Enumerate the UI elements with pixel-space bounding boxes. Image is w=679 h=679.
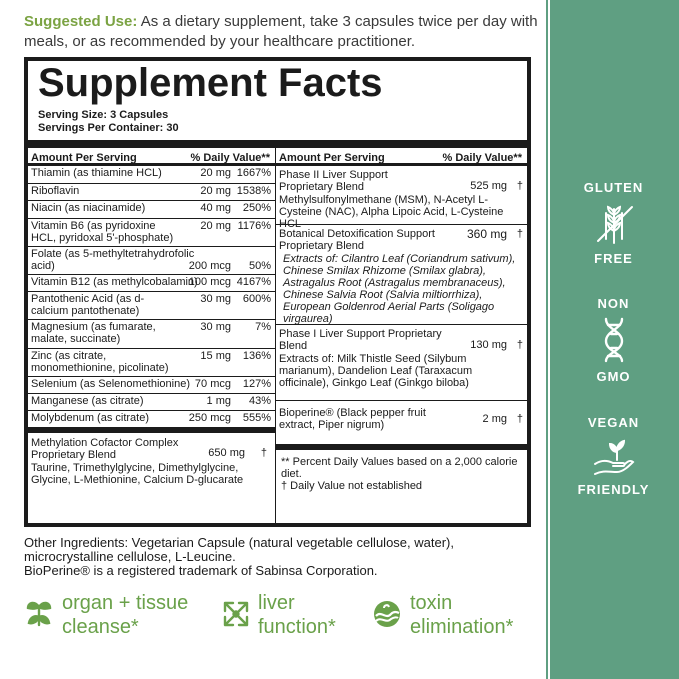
nutrient-dv: 600% bbox=[242, 293, 271, 305]
nutrient-name: Vitamin B6 (as pyridoxine HCL, pyridoxal 5'-phosphate) bbox=[31, 220, 174, 244]
nutrient-dv: 4167% bbox=[236, 276, 271, 288]
nutrient-name: Magnesium (as fumarate, malate, succinate) bbox=[31, 321, 156, 345]
benefit-toxin bbox=[372, 591, 513, 639]
nutrient-dv: 1667% bbox=[236, 167, 271, 179]
left-column-header bbox=[28, 149, 275, 166]
benefit-text bbox=[258, 591, 336, 639]
badge-top-label: VEGAN bbox=[587, 415, 640, 430]
badge-bottom-label: GMO bbox=[596, 369, 631, 384]
nutrient-dv: 43% bbox=[248, 395, 271, 407]
nutrient-amount: 40 mg bbox=[200, 202, 231, 214]
facts-divider-bar bbox=[28, 140, 527, 148]
blend-name: Phase II Liver Support Proprietary Blend bbox=[279, 169, 388, 193]
nutrient-amount: 250 mcg bbox=[188, 412, 231, 424]
nutrient-name: Folate (as 5-methyltetrahydrofolic acid) bbox=[31, 248, 195, 272]
nutrient-row bbox=[28, 349, 275, 377]
nutrient-name: Selenium (as Selenomethionine) bbox=[31, 378, 190, 390]
suggested-use-label: Suggested Use: bbox=[24, 13, 138, 30]
other-ingredients bbox=[24, 536, 539, 578]
nutrient-row bbox=[28, 320, 275, 349]
nutrient-name: Thiamin (as thiamine HCL) bbox=[31, 167, 162, 179]
blend-row bbox=[276, 401, 527, 450]
badge-non-gmo bbox=[548, 296, 679, 384]
nutrient-name: Vitamin B12 (as methylcobalamin) bbox=[31, 276, 198, 288]
supplement-facts-panel bbox=[24, 57, 531, 527]
nutrient-name: Molybdenum (as citrate) bbox=[31, 412, 149, 424]
suggested-use-text: As a dietary supplement, take 3 capsules twice per day with meals, or as recommended by your healthcare practitioner. bbox=[24, 13, 538, 50]
blend-row bbox=[276, 225, 527, 325]
benefit-line1: liver bbox=[258, 592, 295, 614]
nutrient-dv: 1176% bbox=[237, 220, 271, 232]
nutrient-amount: 30 mg bbox=[200, 321, 231, 333]
nutrient-row bbox=[28, 219, 275, 247]
serving-size: Serving Size: 3 Capsules bbox=[38, 109, 169, 121]
nutrient-name: Zinc (as citrate, monomethionine, picolinate) bbox=[31, 350, 169, 374]
hand-sprout-icon bbox=[591, 434, 637, 478]
nutrient-name: Riboflavin bbox=[31, 185, 80, 197]
other-ingredients-text: Vegetarian Capsule (natural vegetable cellulose, water), microcrystalline cellulose, L-Leucine. bbox=[24, 535, 454, 564]
dna-icon bbox=[594, 315, 634, 365]
blend-ingredients: Extracts of: Milk Thistle Seed (Silybum marianum), Dandelion Leaf (Taraxacum officinale), Ginkgo Leaf (Ginkgo biloba) bbox=[279, 353, 473, 389]
nutrient-name: Pantothenic Acid (as d-calcium pantothenate) bbox=[31, 293, 145, 317]
nutrient-row bbox=[28, 247, 275, 275]
facts-left-column bbox=[28, 149, 275, 493]
nutrient-amount: 15 mg bbox=[200, 350, 231, 362]
blend-name: Phase I Liver Support Proprietary Blend bbox=[279, 328, 442, 352]
blend-dv: † bbox=[516, 228, 523, 240]
blend-amount: 525 mg bbox=[470, 180, 507, 192]
badge-bottom-label: FREE bbox=[594, 251, 633, 266]
nutrient-dv: 1538% bbox=[236, 185, 271, 197]
facts-title: Supplement Facts bbox=[38, 61, 383, 105]
toxin-elimination-icon bbox=[372, 599, 402, 629]
blend-amount: 650 mg bbox=[208, 447, 245, 459]
blend-dv: † bbox=[516, 339, 523, 351]
nutrient-row bbox=[28, 394, 275, 411]
badge-top-label: GLUTEN bbox=[583, 180, 644, 195]
nutrient-amount: 70 mcg bbox=[194, 378, 231, 390]
blend-amount: 360 mg bbox=[466, 227, 507, 241]
right-header-amount: Amount Per Serving bbox=[279, 152, 385, 164]
blend-dv: † bbox=[516, 413, 523, 425]
left-header-dv: % Daily Value** bbox=[190, 152, 270, 164]
benefit-text bbox=[62, 591, 188, 639]
benefit-liver bbox=[222, 591, 336, 639]
nutrient-amount: 20 mg bbox=[200, 185, 231, 197]
benefit-line1: toxin bbox=[410, 592, 453, 614]
nutrient-dv: 136% bbox=[242, 350, 271, 362]
badge-bottom-label: FRIENDLY bbox=[577, 482, 650, 497]
nutrient-row bbox=[28, 201, 275, 219]
serving-info bbox=[38, 109, 179, 135]
nutrient-amount: 1 mg bbox=[206, 395, 231, 407]
benefit-text bbox=[410, 591, 513, 639]
nutrient-row bbox=[28, 275, 275, 292]
nutrient-dv: 250% bbox=[242, 202, 271, 214]
organ-tissue-icon bbox=[24, 599, 54, 629]
footnote-dv: ** Percent Daily Values based on a 2,000 calorie diet. bbox=[281, 456, 518, 480]
blend-row bbox=[276, 166, 527, 230]
benefit-organ-tissue bbox=[24, 591, 188, 639]
liver-icon bbox=[222, 599, 250, 629]
nutrient-dv: 127% bbox=[242, 378, 271, 390]
badge-top-label: NON bbox=[597, 296, 630, 311]
benefit-line2: cleanse* bbox=[62, 616, 139, 638]
nutrient-name: Niacin (as niacinamide) bbox=[31, 202, 146, 214]
nutrient-dv: 50% bbox=[248, 260, 271, 272]
blend-ingredients: Taurine, Trimethylglycine, Dimethylglycine, Glycine, L-Methionine, Calcium D-glucarate bbox=[31, 462, 244, 486]
nutrient-amount: 100 mcg bbox=[188, 276, 231, 288]
nutrient-amount: 20 mg bbox=[200, 220, 231, 232]
facts-footnotes bbox=[276, 450, 527, 492]
benefit-line2: function* bbox=[258, 616, 336, 638]
nutrient-row bbox=[28, 411, 275, 433]
nutrient-amount: 200 mcg bbox=[188, 260, 231, 272]
blend-dv: † bbox=[516, 180, 523, 192]
trademark-notice: BioPerine® is a registered trademark of Sabinsa Corporation. bbox=[24, 563, 378, 578]
nutrient-name: Manganese (as citrate) bbox=[31, 395, 144, 407]
right-header-dv: % Daily Value** bbox=[442, 152, 522, 164]
nutrient-row bbox=[28, 166, 275, 184]
nutrient-amount: 20 mg bbox=[200, 167, 231, 179]
blend-ingredients: Extracts of: Cilantro Leaf (Coriandrum sativum), Chinese Smilax Rhizome (Smilax glabra), Astragalus Root (Astragalus membranaceus), Chinese Salvia Root (Salvia miltiorrhiza), European Goldenrod Aerial Parts (Soligago virgaurea) bbox=[283, 253, 516, 325]
servings-per-container: Servings Per Container: 30 bbox=[38, 122, 179, 134]
badge-gluten-free bbox=[548, 180, 679, 266]
blend-row bbox=[276, 325, 527, 401]
nutrient-row bbox=[28, 292, 275, 320]
blend-name: Botanical Detoxification Support Proprietary Blend bbox=[279, 228, 435, 252]
other-ingredients-label: Other Ingredients: bbox=[24, 535, 129, 550]
nutrient-row bbox=[28, 184, 275, 201]
badge-vegan-friendly bbox=[548, 415, 679, 497]
blend-dv: † bbox=[260, 447, 267, 459]
nutrient-dv: 7% bbox=[255, 321, 271, 333]
blend-amount: 130 mg bbox=[470, 339, 507, 351]
nutrient-dv: 555% bbox=[242, 412, 271, 424]
nutrient-row bbox=[28, 377, 275, 394]
left-header-amount: Amount Per Serving bbox=[31, 152, 137, 164]
benefit-line1: organ + tissue bbox=[62, 592, 189, 614]
wheat-crossed-icon bbox=[592, 199, 636, 247]
facts-right-column bbox=[276, 149, 527, 492]
footnote-not-established: † Daily Value not established bbox=[281, 480, 423, 492]
blend-ingredients: Methylsulfonylmethane (MSM), N-Acetyl L-Cysteine (NAC), Alpha Lipoic Acid, L-Cysteine HCL bbox=[279, 194, 504, 230]
nutrient-amount: 30 mg bbox=[200, 293, 231, 305]
suggested-use bbox=[24, 12, 539, 52]
right-column-header bbox=[276, 149, 527, 166]
blend-amount: 2 mg bbox=[482, 413, 507, 425]
benefit-line2: elimination* bbox=[410, 616, 514, 638]
methylation-blend-row bbox=[28, 433, 275, 493]
blend-name: Bioperine® (Black pepper fruit extract, Piper nigrum) bbox=[279, 407, 426, 431]
blend-name: Methylation Cofactor Complex Proprietary Blend bbox=[31, 437, 179, 461]
